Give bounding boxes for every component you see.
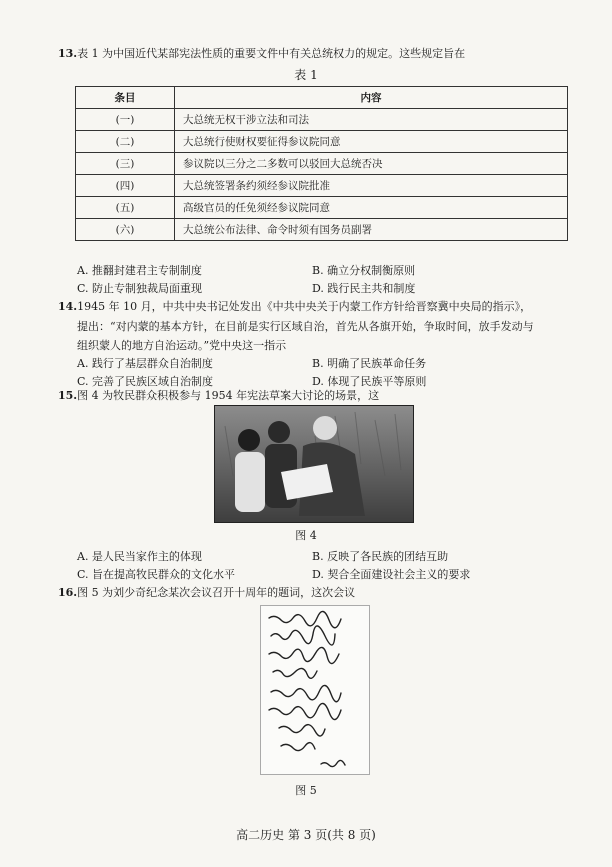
q15-number: 15. bbox=[58, 389, 78, 402]
table-cell-content: 大总统签署条约须经参议院批准 bbox=[175, 175, 568, 197]
q14-option-c[interactable]: C. 完善了民族区域自治制度 bbox=[77, 375, 214, 388]
table-cell-item: (三) bbox=[76, 153, 175, 175]
table-cell-content: 大总统行使财权要征得参议院同意 bbox=[175, 131, 568, 153]
table-cell-content: 参议院以三分之二多数可以驳回大总统否决 bbox=[175, 153, 568, 175]
figure-5-calligraphy bbox=[260, 605, 370, 775]
table-row bbox=[76, 109, 568, 131]
table-header-content: 内容 bbox=[175, 87, 568, 109]
q14-option-d[interactable]: D. 体现了民族平等原则 bbox=[312, 375, 427, 388]
q14-option-a[interactable]: A. 践行了基层群众自治制度 bbox=[77, 357, 213, 370]
q13-option-b[interactable]: B. 确立分权制衡原则 bbox=[312, 264, 416, 277]
q14-number: 14. bbox=[58, 300, 78, 313]
q15-option-d[interactable]: D. 契合全面建设社会主义的要求 bbox=[312, 568, 471, 581]
table-header-item: 条目 bbox=[76, 87, 175, 109]
q16-number: 16. bbox=[58, 586, 78, 599]
q14-stem-line-1 bbox=[58, 299, 531, 314]
q15-option-b[interactable]: B. 反映了各民族的团结互助 bbox=[312, 550, 449, 563]
table-row bbox=[76, 197, 568, 219]
q13-stem bbox=[58, 46, 465, 61]
q15-option-c[interactable]: C. 旨在提高牧民群众的文化水平 bbox=[77, 568, 236, 581]
q13-option-d[interactable]: D. 践行民主共和制度 bbox=[312, 282, 416, 295]
q14-stem-line-3: 组织蒙人的地方自治运动。”党中央这一指示 bbox=[77, 339, 287, 352]
table-cell-item: (六) bbox=[76, 219, 175, 241]
figure-5-caption: 图 5 bbox=[295, 784, 317, 797]
table-cell-item: (二) bbox=[76, 131, 175, 153]
table-cell-item: (五) bbox=[76, 197, 175, 219]
q13-option-a[interactable]: A. 推翻封建君主专制制度 bbox=[77, 264, 202, 277]
table-cell-content: 高级官员的任免须经参议院同意 bbox=[175, 197, 568, 219]
q16-stem bbox=[58, 585, 355, 600]
table-cell-content: 大总统公布法律、命令时须有国务员副署 bbox=[175, 219, 568, 241]
q15-option-a[interactable]: A. 是人民当家作主的体现 bbox=[77, 550, 202, 563]
q14-options bbox=[77, 355, 547, 391]
figure-4-photo bbox=[214, 405, 414, 523]
table-cell-content: 大总统无权干涉立法和司法 bbox=[175, 109, 568, 131]
table-row bbox=[76, 131, 568, 153]
q13-number: 13. bbox=[58, 47, 78, 60]
q13-stem-text: 表 1 为中国近代某部宪法性质的重要文件中有关总统权力的规定。这些规定旨在 bbox=[77, 47, 466, 60]
q13-options bbox=[77, 262, 547, 298]
table-row bbox=[76, 175, 568, 197]
q14-stem-text-1: 1945 年 10 月，中共中央书记处发出《中共中央关于内蒙工作方针给晋察冀中央局的指示》， bbox=[77, 300, 532, 313]
table-cell-item: (四) bbox=[76, 175, 175, 197]
table-row bbox=[76, 153, 568, 175]
handwritten-inscription-image bbox=[261, 606, 369, 774]
q14-option-b[interactable]: B. 明确了民族革命任务 bbox=[312, 357, 427, 370]
table-cell-item: (一) bbox=[76, 109, 175, 131]
table-header-row bbox=[76, 87, 568, 109]
herdsmen-discussion-image bbox=[215, 406, 413, 522]
q15-stem bbox=[58, 388, 379, 403]
table-1-title: 表 1 bbox=[294, 68, 318, 82]
q13-option-c[interactable]: C. 防止专制独裁局面重现 bbox=[77, 282, 203, 295]
q15-options bbox=[77, 548, 547, 584]
page-footer: 高二历史 第 3 页(共 8 页) bbox=[236, 828, 376, 842]
q16-stem-text: 图 5 为刘少奇纪念某次会议召开十周年的题词，这次会议 bbox=[77, 586, 356, 599]
table-1 bbox=[75, 86, 568, 241]
figure-4-caption: 图 4 bbox=[295, 529, 317, 542]
q15-stem-text: 图 4 为牧民群众积极参与 1954 年宪法草案大讨论的场景，这 bbox=[77, 389, 380, 402]
q14-stem-line-2: 提出：“对内蒙的基本方针，在目前是实行区域自治，首先从各旗开始，争取时间，放手发动与 bbox=[77, 320, 534, 333]
table-row bbox=[76, 219, 568, 241]
